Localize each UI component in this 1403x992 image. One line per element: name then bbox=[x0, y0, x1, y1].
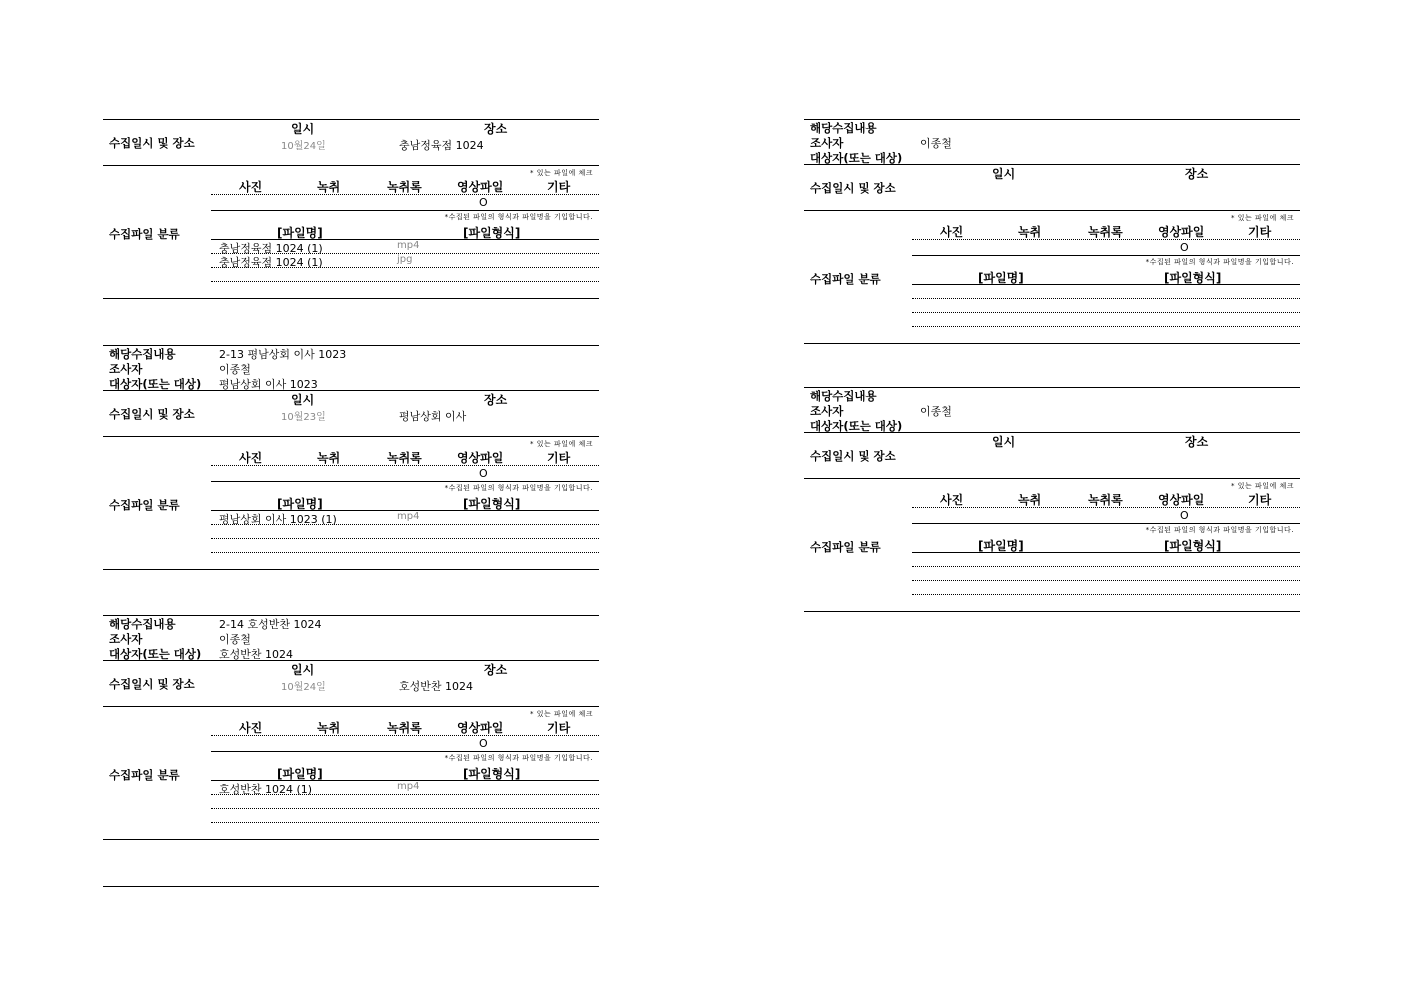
date-header: 일시 bbox=[291, 393, 315, 407]
category-row bbox=[211, 449, 599, 466]
record-bottom-rule bbox=[103, 298, 599, 299]
file-class-label: 수집파일 분류 bbox=[810, 540, 881, 554]
video-check-mark: O bbox=[479, 196, 488, 209]
place-value: 충남정육점 1024 bbox=[399, 139, 484, 152]
file-name-header: [파일명] bbox=[277, 226, 323, 240]
researcher-label: 조사자 bbox=[810, 404, 844, 418]
datetime-row bbox=[804, 164, 1300, 210]
researcher-value: 이종철 bbox=[219, 633, 251, 646]
category-recording: 녹취 bbox=[317, 721, 341, 735]
category-transcript: 녹취록 bbox=[387, 721, 422, 735]
record-4 bbox=[804, 119, 1300, 344]
record-5 bbox=[804, 387, 1300, 612]
content-label: 해당수집내용 bbox=[109, 617, 176, 631]
check-note: * 있는 파일에 체크 bbox=[1230, 214, 1294, 222]
category-transcript: 녹취록 bbox=[1088, 493, 1123, 507]
content-label: 해당수집내용 bbox=[810, 121, 877, 135]
place-value: 호성반찬 1024 bbox=[399, 680, 473, 693]
file-row bbox=[912, 553, 1300, 567]
file-name-header: [파일명] bbox=[978, 539, 1024, 553]
researcher-label: 조사자 bbox=[109, 362, 143, 376]
category-photo: 사진 bbox=[940, 493, 964, 507]
file-class-row bbox=[103, 165, 599, 298]
file-header-row bbox=[211, 495, 599, 511]
file-class-row bbox=[103, 436, 599, 569]
place-header: 장소 bbox=[1185, 435, 1209, 449]
file-name-header: [파일명] bbox=[277, 497, 323, 511]
file-row bbox=[211, 781, 599, 795]
category-transcript: 녹취록 bbox=[387, 180, 422, 194]
content-label: 해당수집내용 bbox=[109, 347, 176, 361]
video-check-mark: O bbox=[479, 467, 488, 480]
file-note: *수집된 파일의 형식과 파일명을 기입합니다. bbox=[444, 484, 593, 492]
file-class-label: 수집파일 분류 bbox=[109, 227, 180, 241]
record-bottom-rule bbox=[103, 569, 599, 570]
date-header: 일시 bbox=[992, 167, 1016, 181]
record-3 bbox=[103, 615, 599, 840]
check-note: * 있는 파일에 체크 bbox=[1230, 482, 1294, 490]
file-row bbox=[211, 525, 599, 539]
date-value: 10월23일 bbox=[281, 412, 326, 423]
info-row bbox=[103, 345, 599, 390]
datetime-label: 수집일시 및 장소 bbox=[810, 449, 896, 463]
date-value: 10월24일 bbox=[281, 682, 326, 693]
file-row bbox=[211, 809, 599, 823]
researcher-value: 이종철 bbox=[920, 405, 952, 418]
file-note: *수집된 파일의 형식과 파일명을 기입합니다. bbox=[444, 754, 593, 762]
category-row bbox=[912, 491, 1300, 508]
file-row bbox=[912, 567, 1300, 581]
subject-label: 대상자(또는 대상) bbox=[810, 151, 903, 165]
file-format-header: [파일형식] bbox=[1164, 539, 1222, 553]
file-format-header: [파일형식] bbox=[463, 767, 521, 781]
file-format: jpg bbox=[397, 254, 413, 265]
date-header: 일시 bbox=[291, 663, 315, 677]
file-class-row bbox=[804, 210, 1300, 343]
category-row bbox=[912, 223, 1300, 240]
category-transcript: 녹취록 bbox=[387, 451, 422, 465]
category-recording: 녹취 bbox=[317, 180, 341, 194]
file-row bbox=[211, 795, 599, 809]
category-recording: 녹취 bbox=[1018, 493, 1042, 507]
file-header-row bbox=[912, 269, 1300, 285]
subject-label: 대상자(또는 대상) bbox=[109, 377, 202, 391]
file-row bbox=[211, 268, 599, 282]
file-class-row bbox=[804, 478, 1300, 611]
place-header: 장소 bbox=[484, 663, 508, 677]
record-bottom-rule bbox=[804, 343, 1300, 344]
researcher-label: 조사자 bbox=[810, 136, 844, 150]
video-check-mark: O bbox=[479, 737, 488, 750]
category-photo: 사진 bbox=[239, 180, 263, 194]
file-name: 평남상회 이사 1023 (1) bbox=[219, 513, 337, 526]
category-etc: 기타 bbox=[1248, 225, 1272, 239]
file-class-table bbox=[912, 479, 1300, 611]
info-row bbox=[804, 119, 1300, 164]
file-header-row bbox=[211, 224, 599, 240]
date-value: 10월24일 bbox=[281, 141, 326, 152]
subject-label: 대상자(또는 대상) bbox=[810, 419, 903, 433]
file-row bbox=[211, 240, 599, 254]
category-photo: 사진 bbox=[239, 721, 263, 735]
place-header: 장소 bbox=[484, 393, 508, 407]
category-recording: 녹취 bbox=[317, 451, 341, 465]
researcher-value: 이종철 bbox=[219, 363, 251, 376]
category-etc: 기타 bbox=[1248, 493, 1272, 507]
file-name: 충남정육점 1024 (1) bbox=[219, 256, 323, 269]
file-row bbox=[211, 539, 599, 553]
file-name-header: [파일명] bbox=[978, 271, 1024, 285]
check-note: * 있는 파일에 체크 bbox=[529, 710, 593, 718]
file-row bbox=[211, 254, 599, 268]
place-header: 장소 bbox=[1185, 167, 1209, 181]
datetime-row bbox=[103, 119, 599, 165]
file-format-header: [파일형식] bbox=[463, 226, 521, 240]
subject-label: 대상자(또는 대상) bbox=[109, 647, 202, 661]
file-header-row bbox=[912, 537, 1300, 553]
datetime-row bbox=[103, 390, 599, 436]
file-class-label: 수집파일 분류 bbox=[109, 498, 180, 512]
category-etc: 기타 bbox=[547, 180, 571, 194]
category-photo: 사진 bbox=[940, 225, 964, 239]
content-label: 해당수집내용 bbox=[810, 389, 877, 403]
content-value: 2-14 호성반찬 1024 bbox=[219, 618, 322, 631]
left-page-end-rule bbox=[103, 886, 599, 887]
date-header: 일시 bbox=[992, 435, 1016, 449]
mark-row bbox=[211, 467, 599, 482]
file-format: mp4 bbox=[397, 511, 420, 522]
category-row bbox=[211, 178, 599, 195]
file-class-table bbox=[912, 211, 1300, 343]
category-video: 영상파일 bbox=[457, 451, 504, 465]
file-format-header: [파일형식] bbox=[463, 497, 521, 511]
date-header: 일시 bbox=[291, 122, 315, 136]
mark-row bbox=[912, 241, 1300, 256]
record-2 bbox=[103, 345, 599, 570]
file-note: *수집된 파일의 형식과 파일명을 기입합니다. bbox=[1145, 258, 1294, 266]
check-note: * 있는 파일에 체크 bbox=[529, 440, 593, 448]
video-check-mark: O bbox=[1180, 241, 1189, 254]
mark-row bbox=[912, 509, 1300, 524]
category-etc: 기타 bbox=[547, 451, 571, 465]
category-recording: 녹취 bbox=[1018, 225, 1042, 239]
category-transcript: 녹취록 bbox=[1088, 225, 1123, 239]
category-etc: 기타 bbox=[547, 721, 571, 735]
mark-row bbox=[211, 737, 599, 752]
record-1 bbox=[103, 119, 599, 299]
file-row bbox=[912, 299, 1300, 313]
file-class-label: 수집파일 분류 bbox=[109, 768, 180, 782]
datetime-row bbox=[103, 660, 599, 706]
file-row bbox=[912, 285, 1300, 299]
datetime-label: 수집일시 및 장소 bbox=[109, 407, 195, 421]
file-class-table bbox=[211, 166, 599, 298]
file-row bbox=[912, 581, 1300, 595]
file-format: mp4 bbox=[397, 781, 420, 792]
file-note: *수집된 파일의 형식과 파일명을 기입합니다. bbox=[444, 213, 593, 221]
file-class-table bbox=[211, 707, 599, 839]
datetime-label: 수집일시 및 장소 bbox=[810, 181, 896, 195]
file-name-header: [파일명] bbox=[277, 767, 323, 781]
record-bottom-rule bbox=[804, 611, 1300, 612]
file-name: 호성반찬 1024 (1) bbox=[219, 783, 313, 796]
record-bottom-rule bbox=[103, 839, 599, 840]
subject-value: 평남상회 이사 1023 bbox=[219, 378, 318, 391]
file-header-row bbox=[211, 765, 599, 781]
file-name: 충남정육점 1024 (1) bbox=[219, 242, 323, 255]
category-video: 영상파일 bbox=[1158, 225, 1205, 239]
info-row bbox=[103, 615, 599, 660]
mark-row bbox=[211, 196, 599, 211]
category-row bbox=[211, 719, 599, 736]
file-class-label: 수집파일 분류 bbox=[810, 272, 881, 286]
check-note: * 있는 파일에 체크 bbox=[529, 169, 593, 177]
datetime-label: 수집일시 및 장소 bbox=[109, 136, 195, 150]
category-photo: 사진 bbox=[239, 451, 263, 465]
category-video: 영상파일 bbox=[1158, 493, 1205, 507]
file-format-header: [파일형식] bbox=[1164, 271, 1222, 285]
file-class-table bbox=[211, 437, 599, 569]
file-row bbox=[912, 313, 1300, 327]
info-row bbox=[804, 387, 1300, 432]
category-video: 영상파일 bbox=[457, 180, 504, 194]
place-header: 장소 bbox=[484, 122, 508, 136]
file-note: *수집된 파일의 형식과 파일명을 기입합니다. bbox=[1145, 526, 1294, 534]
researcher-value: 이종철 bbox=[920, 137, 952, 150]
file-row bbox=[211, 511, 599, 525]
datetime-label: 수집일시 및 장소 bbox=[109, 677, 195, 691]
file-format: mp4 bbox=[397, 240, 420, 251]
datetime-row bbox=[804, 432, 1300, 478]
researcher-label: 조사자 bbox=[109, 632, 143, 646]
content-value: 2-13 평남상회 이사 1023 bbox=[219, 348, 347, 361]
video-check-mark: O bbox=[1180, 509, 1189, 522]
subject-value: 호성반찬 1024 bbox=[219, 648, 293, 661]
category-video: 영상파일 bbox=[457, 721, 504, 735]
file-class-row bbox=[103, 706, 599, 839]
place-value: 평남상회 이사 bbox=[399, 410, 467, 423]
